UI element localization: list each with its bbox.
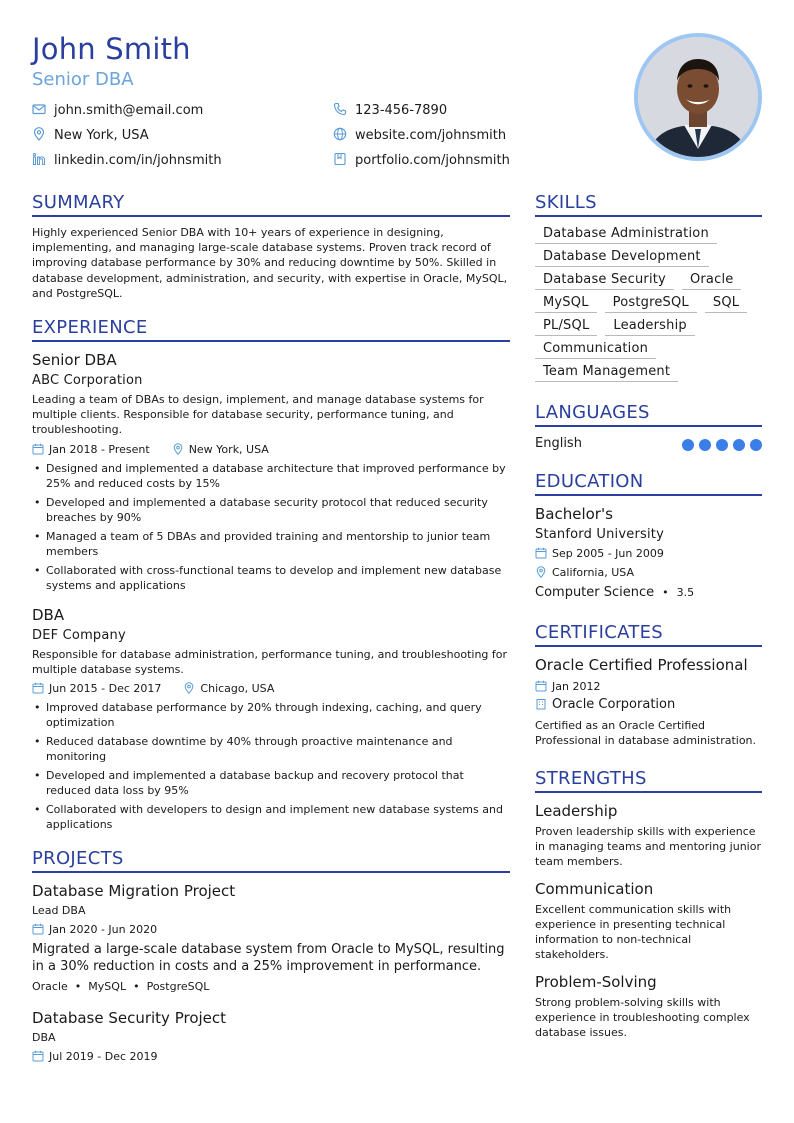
linkedin-icon xyxy=(32,152,46,166)
calendar-icon xyxy=(535,680,547,692)
job-entry xyxy=(32,605,510,832)
project-description: Migrated a large-scale database system from Oracle to MySQL, resulting in a 30% reduction in costs and a 25% improvement in performance. xyxy=(32,942,505,975)
location-icon xyxy=(172,443,184,455)
contact-email[interactable] xyxy=(32,102,203,120)
job-entry xyxy=(32,350,510,593)
strength-title: Communication xyxy=(535,880,654,898)
skill-tag: Database Development xyxy=(535,248,709,267)
language-name: English xyxy=(535,436,582,451)
skill-tag: Oracle xyxy=(682,271,742,290)
job-company: ABC Corporation xyxy=(32,373,143,389)
skills-section xyxy=(535,192,762,382)
education-dates-row xyxy=(535,546,762,561)
job-title: Senior DBA xyxy=(32,351,117,370)
mail-icon xyxy=(32,102,46,116)
project-tags: Oracle • MySQL • PostgreSQL xyxy=(32,980,210,994)
strength-title: Leadership xyxy=(535,802,618,820)
project-tag: Oracle xyxy=(32,980,68,994)
calendar-icon xyxy=(32,682,44,694)
contact-location-text: New York, USA xyxy=(54,128,149,143)
project-dates: Jul 2019 - Dec 2019 xyxy=(49,1050,158,1064)
project-meta xyxy=(32,922,510,937)
language-item xyxy=(535,435,762,455)
education-heading: EDUCATION xyxy=(535,471,762,496)
list-item: • Developed and implemented a database security protocol that reduced security breaches by 90% xyxy=(32,495,510,525)
job-meta xyxy=(32,681,510,696)
education-dates: Sep 2005 - Jun 2009 xyxy=(552,547,664,560)
certificate-description: Certified as an Oracle Certified Professional in database administration. xyxy=(535,719,757,747)
profile-photo xyxy=(634,33,762,161)
skill-tag: PostgreSQL xyxy=(605,294,697,313)
level-dot xyxy=(716,439,728,451)
contact-website[interactable] xyxy=(333,127,506,145)
project-entry xyxy=(32,1008,510,1064)
list-item: • Designed and implemented a database architecture that improved performance by 25% and reduced costs by 15% xyxy=(32,461,510,491)
summary-text: Highly experienced Senior DBA with 10+ years of experience in designing, implementing, and managing large-scale database systems. Proven track record of improving database performance by 30% and reducing downtime by 50%. Skilled in database development, administration, and security, with expertise in Oracle, MySQL, and PostgreSQL. xyxy=(32,226,508,300)
portfolio-icon xyxy=(333,152,347,166)
experience-section xyxy=(32,317,510,832)
education-gpa: 3.5 xyxy=(676,586,695,599)
list-item: • Reduced database downtime by 40% through proactive maintenance and monitoring xyxy=(32,734,510,764)
experience-heading: EXPERIENCE xyxy=(32,317,510,342)
summary-heading: SUMMARY xyxy=(32,192,510,217)
job-location: New York, USA xyxy=(188,442,269,456)
calendar-icon xyxy=(535,547,547,559)
summary-section xyxy=(32,192,510,301)
contact-linkedin-text: linkedin.com/in/johnsmith xyxy=(54,153,222,168)
project-dates: Jan 2020 - Jun 2020 xyxy=(49,923,158,937)
location-icon xyxy=(32,127,46,141)
skill-tag: MySQL xyxy=(535,294,597,313)
strength-description: Excellent communication skills with experience in presenting technical information to non-technical stakeholders. xyxy=(535,903,732,961)
skill-tag: Leadership xyxy=(605,317,694,336)
job-dates: Jan 2018 - Present xyxy=(49,442,150,456)
contact-location xyxy=(32,127,149,145)
job-meta xyxy=(32,442,510,457)
education-field-row: Computer Science • 3.5 xyxy=(535,585,695,600)
skills-heading: SKILLS xyxy=(535,192,762,217)
strength-item xyxy=(535,972,762,1040)
level-dot xyxy=(699,439,711,451)
project-role: DBA xyxy=(32,1031,56,1045)
education-school: Stanford University xyxy=(535,527,664,542)
strength-description: Proven leadership skills with experience in managing teams and mentoring junior team members. xyxy=(535,825,761,868)
globe-icon xyxy=(333,127,347,141)
contact-portfolio[interactable] xyxy=(333,152,510,170)
education-degree: Bachelor's xyxy=(535,505,613,523)
contact-website-text: website.com/johnsmith xyxy=(355,128,507,143)
job-achievements xyxy=(32,461,510,593)
education-location-row xyxy=(535,565,762,580)
contact-email-text: john.smith@email.com xyxy=(54,103,204,118)
project-entry xyxy=(32,881,510,994)
job-achievements xyxy=(32,700,510,832)
calendar-icon xyxy=(32,443,44,455)
certificate-date-row xyxy=(535,679,762,694)
location-icon xyxy=(535,566,547,578)
job-description: Leading a team of DBAs to design, implement, and manage database systems for multiple clients. Responsible for database security, performance tuning, and troubleshooting. xyxy=(32,393,484,437)
list-item: • Collaborated with cross-functional teams to develop and implement new database systems and applications xyxy=(32,563,510,593)
certificates-heading: CERTIFICATES xyxy=(535,622,762,647)
list-item: • Improved database performance by 20% through indexing, caching, and query optimization xyxy=(32,700,510,730)
level-dot xyxy=(682,439,694,451)
level-dot xyxy=(750,439,762,451)
list-item: • Developed and implemented a database backup and recovery protocol that reduced data loss by 95% xyxy=(32,768,510,798)
person-avatar-icon xyxy=(638,37,758,157)
job-description: Responsible for database administration, performance tuning, and troubleshooting for multiple database systems. xyxy=(32,647,508,676)
job-location: Chicago, USA xyxy=(200,682,275,696)
contact-phone-text: 123-456-7890 xyxy=(355,103,448,118)
contact-linkedin[interactable] xyxy=(32,152,222,170)
education-field: Computer Science xyxy=(535,585,655,600)
education-section xyxy=(535,471,762,602)
calendar-icon xyxy=(32,1050,44,1062)
project-role: Lead DBA xyxy=(32,904,86,918)
skill-tag: Database Security xyxy=(535,271,674,290)
phone-icon xyxy=(333,102,347,116)
job-company: DEF Company xyxy=(32,627,126,643)
certificate-issuer: Oracle Corporation xyxy=(552,697,676,712)
skills-list xyxy=(535,225,762,382)
contact-phone[interactable] xyxy=(333,102,447,120)
building-icon xyxy=(535,698,547,710)
strengths-section xyxy=(535,768,762,1040)
strength-item xyxy=(535,879,762,962)
project-meta xyxy=(32,1049,510,1064)
candidate-title: Senior DBA xyxy=(32,69,134,90)
certificate-issuer-row xyxy=(535,696,762,714)
project-title: Database Migration Project xyxy=(32,882,236,901)
languages-heading: LANGUAGES xyxy=(535,402,762,427)
languages-section xyxy=(535,402,762,455)
certificates-section xyxy=(535,622,762,748)
candidate-name: John Smith xyxy=(32,32,191,66)
projects-section xyxy=(32,848,510,1064)
strengths-heading: STRENGTHS xyxy=(535,768,762,793)
strength-item xyxy=(535,801,762,869)
right-column xyxy=(535,192,762,1040)
left-column xyxy=(32,192,510,1068)
skill-tag: Team Management xyxy=(535,363,678,382)
strength-description: Strong problem-solving skills with experience in troubleshooting complex database issues. xyxy=(535,996,750,1039)
skill-tag: Database Administration xyxy=(535,225,717,244)
certificate-name: Oracle Certified Professional xyxy=(535,656,748,674)
project-title: Database Security Project xyxy=(32,1009,227,1028)
location-icon xyxy=(183,682,195,694)
certificate-date: Jan 2012 xyxy=(552,680,601,693)
list-item: • Managed a team of 5 DBAs and provided training and mentorship to junior team members xyxy=(32,529,510,559)
resume-header xyxy=(32,30,632,168)
list-item: • Collaborated with developers to design and implement new database systems and applications xyxy=(32,802,510,832)
skill-tag: Communication xyxy=(535,340,656,359)
calendar-icon xyxy=(32,923,44,935)
education-location: California, USA xyxy=(552,566,634,579)
job-title: DBA xyxy=(32,605,65,624)
level-dot xyxy=(733,439,745,451)
project-tag: MySQL xyxy=(88,980,127,994)
project-tag: PostgreSQL xyxy=(146,980,210,994)
strength-title: Problem-Solving xyxy=(535,973,657,991)
job-dates: Jun 2015 - Dec 2017 xyxy=(49,682,162,696)
skill-tag: PL/SQL xyxy=(535,317,597,336)
language-level-dots xyxy=(682,439,762,451)
projects-heading: PROJECTS xyxy=(32,848,510,873)
contact-portfolio-text: portfolio.com/johnsmith xyxy=(355,153,510,168)
skill-tag: SQL xyxy=(705,294,747,313)
